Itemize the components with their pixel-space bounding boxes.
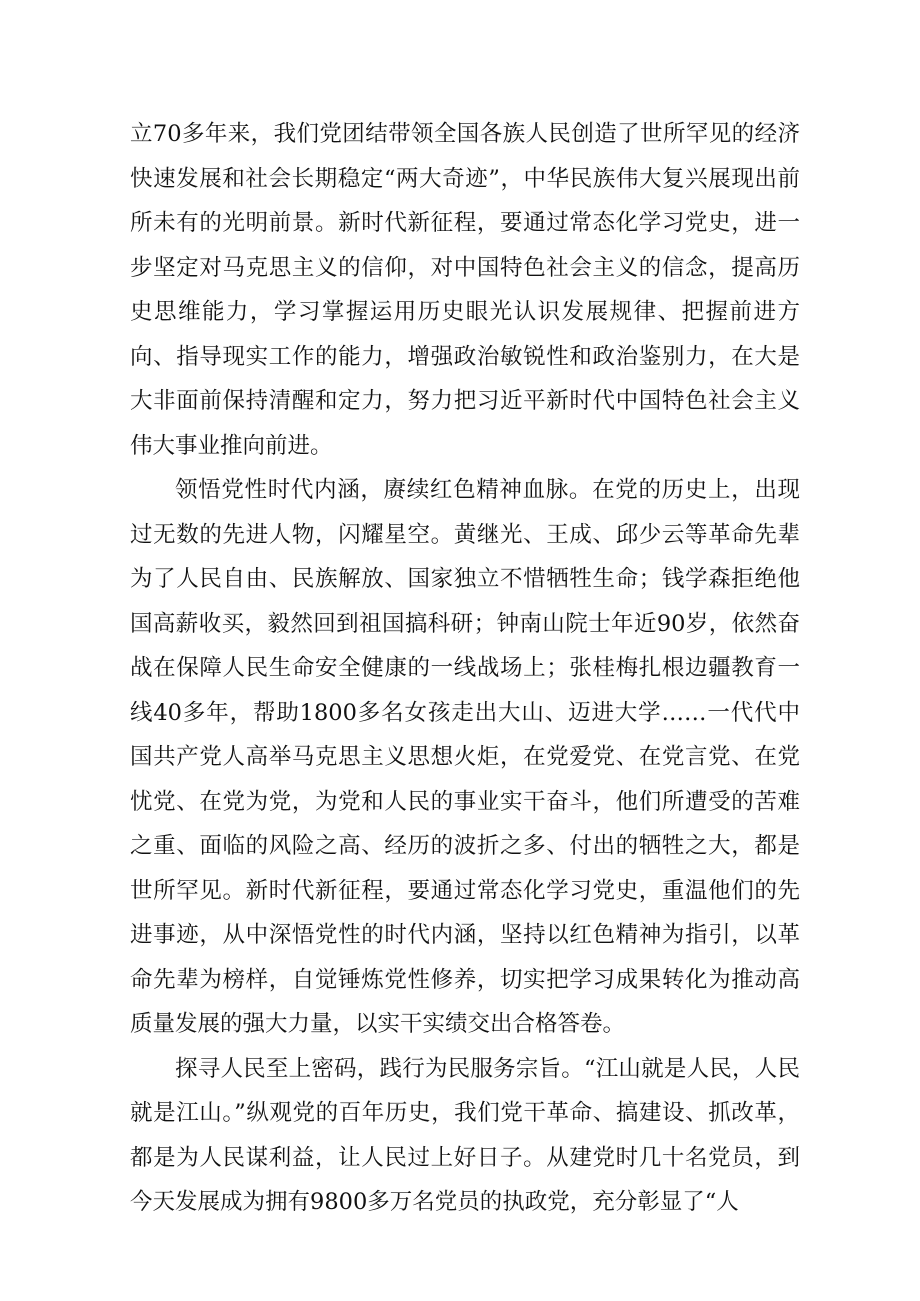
paragraph-party-spirit: 领悟党性时代内涵，赓续红色精神血脉。在党的历史上，出现过无数的先进人物，闪耀星空。黄继光、王成、邱少云等革命先辈为了人民自由、民族解放、国家独立不惜牺牲生命；钱学森拒绝他国高薪收买，毅然回到祖国搞科研；钟南山院士年近90岁，依然奋战在保障人民生命安全健康的一线战场上；张桂梅扎根边疆教育一线40多年，帮助1800多名女孩走出大山、迈进大学……一代代中国共产党人高举马克思主义思想火炬，在党爱党、在党言党、在党忧党、在党为党，为党和人民的事业实干奋斗，他们所遭受的苦难之重、面临的风险之高、经历的波折之多、付出的牺牲之大，都是世所罕见。新时代新征程，要通过常态化学习党史，重温他们的先进事迹，从中深悟党性的时代内涵，坚持以红色精神为指引，以革命先辈为榜样，自觉锤炼党性修养，切实把学习成果转化为推动高质量发展的强大力量，以实干实绩交出合格答卷。 [130, 477, 800, 1037]
paragraph-continuation: 立70多年来，我们党团结带领全国各族人民创造了世所罕见的经济快速发展和社会长期稳定“两大奇迹”，中华民族伟大复兴展现出前所未有的光明前景。新时代新征程，要通过常态化学习党史，进一步坚定对马克思主义的信仰，对中国特色社会主义的信念，提高历史思维能力，学习掌握运用历史眼光认识发展规律、把握前进方向、指导现实工作的能力，增强政治敏锐性和政治鉴别力，在大是大非面前保持清醒和定力，努力把习近平新时代中国特色社会主义伟大事业推向前进。 [130, 121, 800, 459]
document-page [130, 112, 800, 1225]
paragraph-people-first: 探寻人民至上密码，践行为民服务宗旨。“江山就是人民，人民就是江山。”纵观党的百年历史，我们党干革命、搞建设、抓改革，都是为人民谋利益，让人民过上好日子。从建党时几十名党员，到今天发展成为拥有9800多万名党员的执政党，充分彰显了“人 [130, 1055, 800, 1215]
